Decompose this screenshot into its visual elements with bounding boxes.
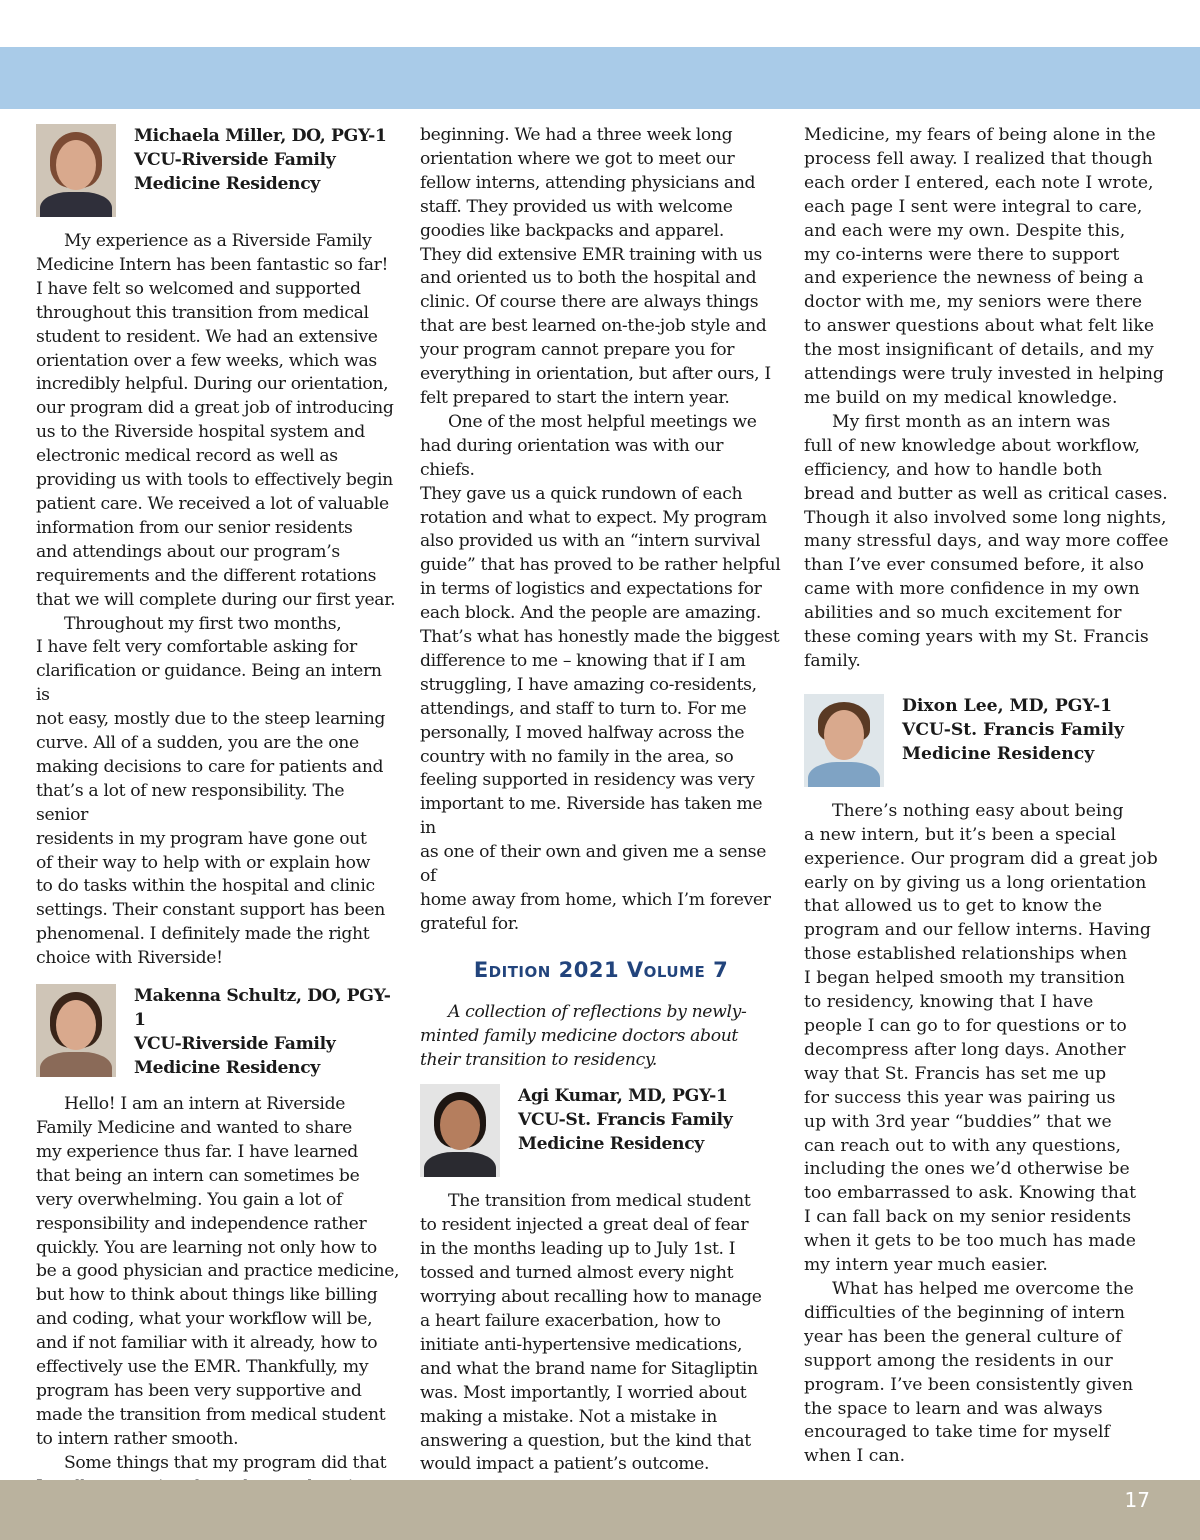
top-header-band [0,47,1200,109]
page-number: 17 [1124,1488,1150,1512]
author-byline [902,694,1124,766]
article-paragraph: Hello! I am an intern at Riverside Family Medicine and wanted to share my experience thus far. I have learned that being an intern can sometimes be very overwhelming. You gain a lot of responsibility and independence rather quickly. You are learning not only how to be a good physician and practice medicine, but how to think about things like billing and coding, what your workflow will be, and if not familiar with it already, how to effectively use the EMR. Thankfully, my program has been very supportive and made the transition from medical student to intern rather smooth. [36,1094,400,1449]
bottom-footer-band [0,1480,1200,1540]
author-byline [518,1084,732,1156]
article-paragraph: What has helped me overcome the difficulties of the beginning of intern year has been the general culture of support among the residents in our program. I’ve been consistently given the space to learn and was always encouraged to take time for myself when I can. [804,1278,1134,1467]
article-paragraph: My experience as a Riverside Family Medicine Intern has been fantastic so far! I have felt so welcomed and supported throughout this transition from medical student to resident. We had an extensive orientation over a few weeks, which was incredibly helpful. During our orientation, our program did a great job of introducing us to the Riverside hospital system and electronic medical record as well as providing us with tools to effectively begin patient care. We received a lot of valuable information from our senior residents and attendings about our program’s requirements and the different rotations that we will complete during our first year. [36,231,396,610]
column-1 [36,124,400,1523]
author-program: VCU-Riverside Family [134,1034,336,1055]
article-paragraph: There’s nothing easy about being a new intern, but it’s been a special experience. Our program did a great job early on by giving us a long orientation that allowed us to get to know the program and our fellow interns. Having those established relationships when I began helped smooth my transition to residency, knowing that I have people I can go to for questions or to decompress after long days. Another way that St. Francis has set me up for success this year was pairing us up with 3rd year “buddies” that we can reach out to with any questions, including the ones we’d otherwise be too embarrassed to ask. Knowing that I can fall back on my senior residents when it gets to be too much has made my intern year much easier. [804,800,1158,1276]
author-name: Makenna Schultz, DO, PGY-1 [134,986,391,1031]
article-paragraph: Medicine, my fears of being alone in the process fell away. I realized that though each order I entered, each note I wrote, each page I sent were integral to care, and each were my own. Despite this, my co-interns were there to support and experience the newness of being a doctor with me, my seniors were there to answer questions about what felt like the most insignificant of details, and my attendings were truly invested in helping me build on my medical knowledge. [804,125,1164,408]
author-photo-schultz [36,984,116,1077]
author-block-kumar [420,1084,782,1177]
article-paragraph: beginning. We had a three week long orientation where we got to meet our fellow interns, attending physicians and staff. They provided us with welcome goodies like backpacks and apparel. They did extensive EMR training with us and oriented us to both the hospital and clinic. Of course there are always things that are best learned on-the-job style and your program cannot prepare you for everything in orientation, but after ours, I felt prepared to start the intern year. [420,125,771,408]
author-byline [134,124,387,196]
author-program: VCU-St. Francis Family [902,719,1125,740]
author-program: Medicine Residency [902,743,1095,764]
author-program: Medicine Residency [134,174,320,194]
author-photo-lee [804,694,884,787]
column-2 [420,124,782,1525]
author-program: VCU-Riverside Family [134,150,336,170]
author-block-lee [804,694,1170,787]
author-name: Michaela Miller, DO, PGY-1 [134,126,387,146]
author-program: VCU-St. Francis Family [518,1110,733,1131]
edition-tagline: A collection of reflections by newly-minted family medicine doctors about their transition to residency. [420,1001,747,1070]
column-3 [804,124,1170,1469]
article-paragraph: The transition from medical student to resident injected a great deal of fear in the months leading up to July 1st. I tossed and turned almost every night worrying about recalling how to manage a heart failure exacerbation, how to initiate anti-hypertensive medications, and what the brand name for Sitagliptin was. Most importantly, I worried about making a mistake. Not a mistake in answering a question, but the kind that would impact a patient’s outcome. [420,1191,762,1475]
article-paragraph: One of the most helpful meetings we had during orientation was with our chiefs. They gave us a quick rundown of each rotation and what to expect. My program also provided us with an “intern survival guide” that has proved to be rather helpful in terms of logistics and expectations for each block. And the people are amazing. That’s what has honestly made the biggest difference to me – knowing that if I am struggling, I have amazing co-residents, attendings, and staff to turn to. For me personally, I moved halfway across the country with no family in the area, so feeling supported in residency was very important to me. Riverside has taken me in as one of their own and given me a sense of home away from home, which I’m forever grateful for. [420,411,781,934]
author-program: Medicine Residency [518,1134,704,1155]
author-byline [134,984,400,1080]
author-photo-kumar [420,1084,500,1177]
author-name: Dixon Lee, MD, PGY-1 [902,695,1113,716]
author-name: Agi Kumar, MD, PGY-1 [518,1086,728,1107]
author-program: Medicine Residency [134,1058,320,1079]
article-paragraph: Some things that my program did that [64,1452,387,1473]
author-photo-miller [36,124,116,217]
author-block-miller [36,124,400,217]
article-paragraph: My first month as an intern was full of new knowledge about workflow, efficiency, and how to handle both bread and butter as well as critical cases. Though it also involved some long nights, many stressful days, and way more coffee than I’ve ever consumed before, it also came with more confidence in my own abilities and so much excitement for these coming years with my St. Francis family. [804,411,1169,671]
edition-title: Edition 2021 Volume 7 [473,957,729,982]
article-paragraph: Throughout my first two months, I have felt very comfortable asking for clarification or guidance. Being an intern is not easy, mostly due to the steep learning curve. All of a sudden, you are the one making decisions to care for patients and that’s a lot of new responsibility. The senior residents in my program have gone out of their way to help with or explain how to do tasks within the hospital and clinic settings. Their constant support has been phenomenal. I definitely made the right choice with Riverside! [36,613,386,969]
author-block-schultz [36,984,400,1080]
